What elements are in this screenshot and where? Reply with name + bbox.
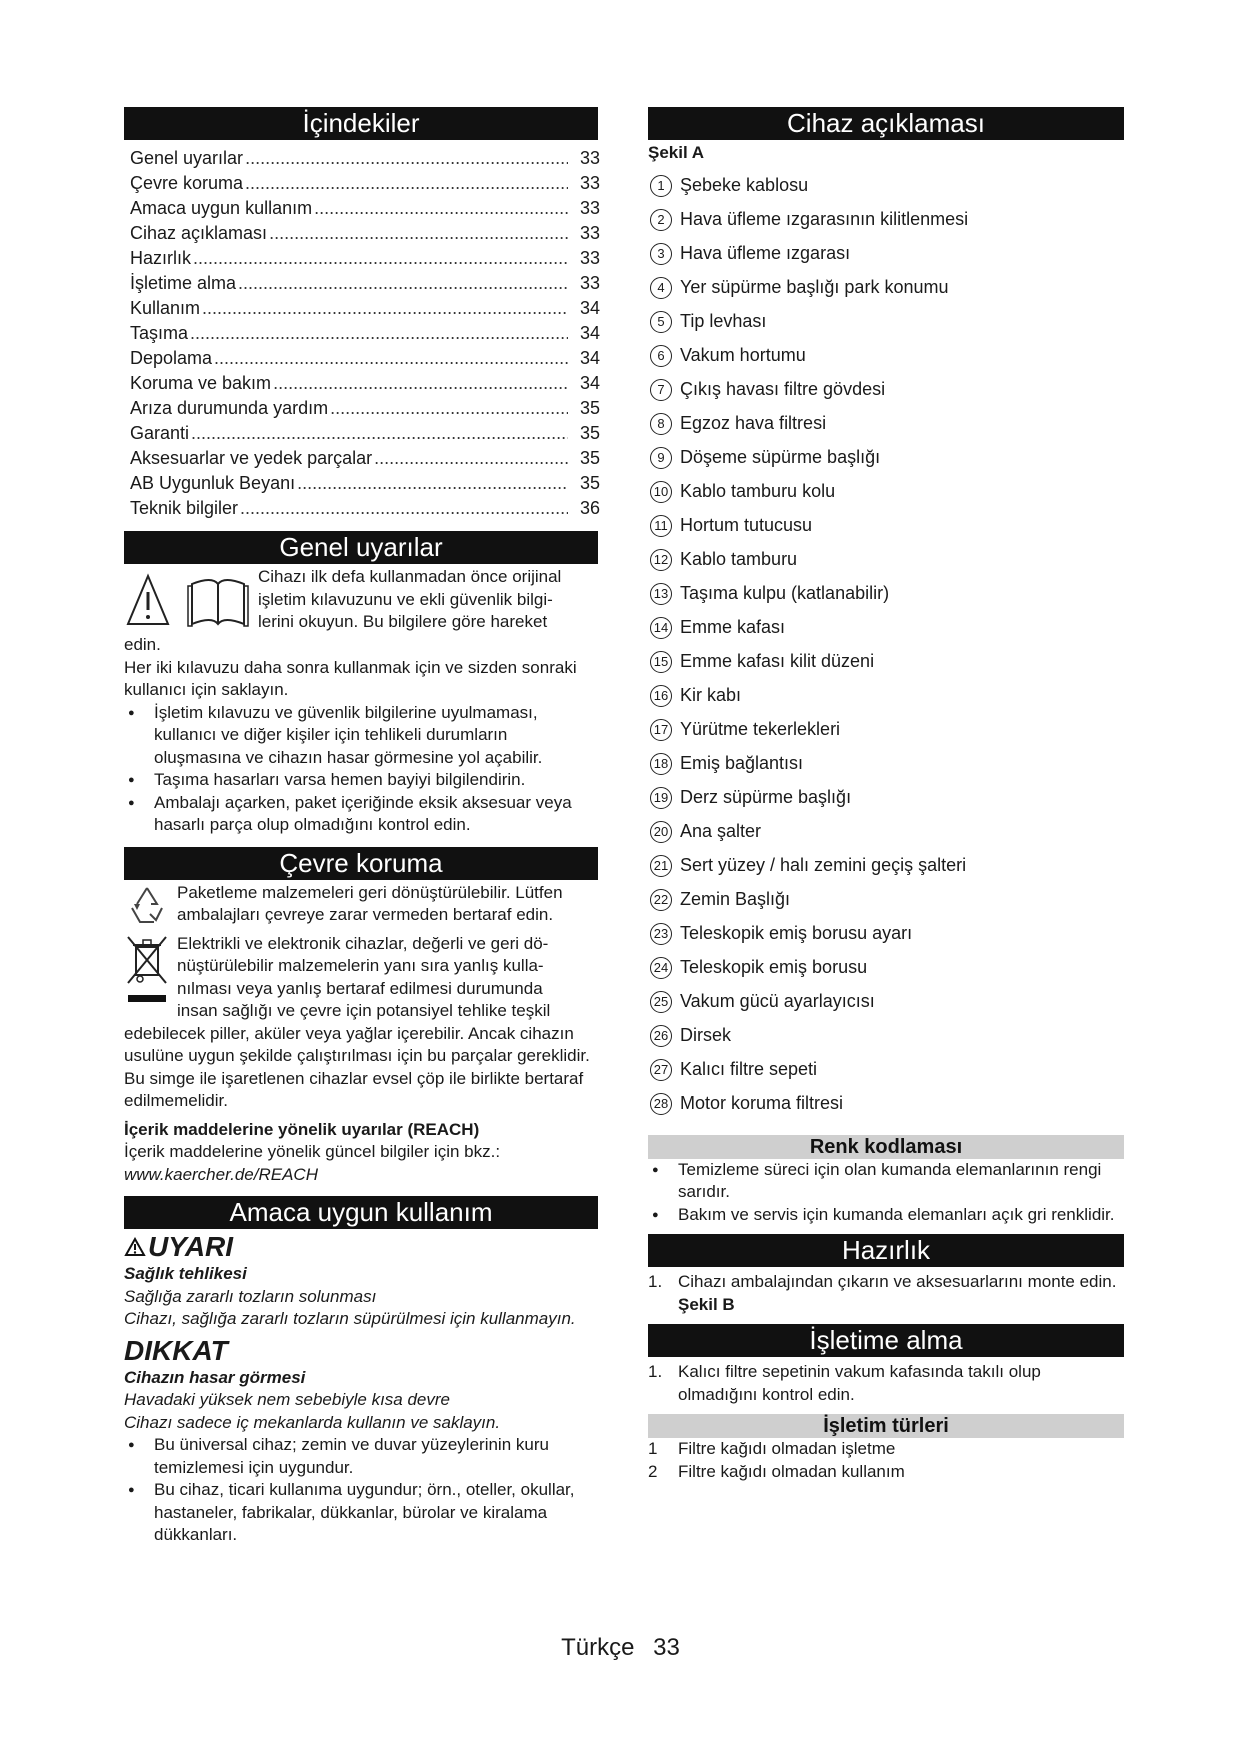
color-coding-title: Renk kodlaması bbox=[648, 1135, 1124, 1159]
toc-entry[interactable]: Hazırlık ..... 33 bbox=[130, 246, 600, 271]
list-item: ● İşletim kılavuzu ve güvenlik bilgilerine uyulmaması, kullanıcı ve diğer kişiler için tehlikeli durumların oluşmasına ve cihazın hasar görmesine yol açabilir. bbox=[124, 702, 598, 770]
item-number: 22 bbox=[650, 889, 672, 911]
item-number: 11 bbox=[650, 515, 672, 537]
toc-title: İçindekiler bbox=[124, 107, 598, 140]
warning-manual-icons bbox=[124, 566, 258, 634]
item-number: 5 bbox=[650, 311, 672, 333]
list-item: 27 Kalıcı filtre sepeti bbox=[648, 1053, 1124, 1087]
item-number: 13 bbox=[650, 583, 672, 605]
toc-entry[interactable]: İşletime alma ..... 33 bbox=[130, 271, 600, 296]
caution-subtitle: Cihazın hasar görmesi bbox=[124, 1367, 306, 1387]
environment-title: Çevre koruma bbox=[124, 847, 598, 880]
general-warnings-title: Genel uyarılar bbox=[124, 531, 598, 564]
toc-entry[interactable]: Arıza durumunda yardım ..... 35 bbox=[130, 396, 600, 421]
toc-entry[interactable]: AB Uygunluk Beyanı ..... 35 bbox=[130, 471, 600, 496]
warning-small-icon bbox=[124, 1237, 146, 1257]
list-item: 7 Çıkış havası filtre gövdesi bbox=[648, 373, 1124, 407]
list-item: 8 Egzoz hava filtresi bbox=[648, 407, 1124, 441]
item-number: 20 bbox=[650, 821, 672, 843]
item-number: 1 bbox=[650, 175, 672, 197]
warning-line: Sağlığa zararlı tozların solunması bbox=[124, 1286, 377, 1306]
toc-entry[interactable]: Genel uyarılar ..... 33 bbox=[130, 146, 600, 171]
list-item: 11 Hortum tutucusu bbox=[648, 509, 1124, 543]
item-number: 19 bbox=[650, 787, 672, 809]
list-item: 17 Yürütme tekerlekleri bbox=[648, 713, 1124, 747]
list-item: 16 Kir kabı bbox=[648, 679, 1124, 713]
right-column bbox=[648, 107, 1124, 1483]
item-number: 28 bbox=[650, 1093, 672, 1115]
item-number: 7 bbox=[650, 379, 672, 401]
list-item: 26 Dirsek bbox=[648, 1019, 1124, 1053]
warning-signal: UYARI bbox=[124, 1231, 598, 1263]
list-item: 14 Emme kafası bbox=[648, 611, 1124, 645]
toc-entry[interactable]: Teknik bilgiler ..... 36 bbox=[130, 496, 600, 521]
list-item: 25 Vakum gücü ayarlayıcısı bbox=[648, 985, 1124, 1019]
item-number: 27 bbox=[650, 1059, 672, 1081]
list-item: 12 Kablo tamburu bbox=[648, 543, 1124, 577]
list-item: 10 Kablo tamburu kolu bbox=[648, 475, 1124, 509]
item-number: 8 bbox=[650, 413, 672, 435]
page-number: 33 bbox=[653, 1634, 680, 1661]
toc-entry[interactable]: Taşıma ..... 34 bbox=[130, 321, 600, 346]
figure-label: Şekil B bbox=[678, 1294, 735, 1314]
toc-entry[interactable]: Garanti ..... 35 bbox=[130, 421, 600, 446]
warning-triangle-icon bbox=[124, 566, 258, 634]
list-item: 28 Motor koruma filtresi bbox=[648, 1087, 1124, 1121]
list-item: 1 Şebeke kablosu bbox=[648, 169, 1124, 203]
weee-text: Elektrikli ve elektronik cihazlar, değerli ve geri dö- nüştürülebilir malzemelerin yanı sıra yanlış kulla- nılması veya yanlış bertaraf edilmesi durumunda insan sağlığı ve çevre için potansiyel tehlike teşkil bbox=[177, 933, 551, 1020]
list-item: ● Ambalajı açarken, paket içeriğinde eksik aksesuar veya hasarlı parça olup olmadığını kontrol edin. bbox=[124, 792, 598, 837]
recycle-icon bbox=[124, 882, 177, 933]
color-coding-bullets bbox=[648, 1159, 1124, 1227]
caution-line: Havadaki yüksek nem sebebiyle kısa devre bbox=[124, 1390, 450, 1409]
weee-block bbox=[124, 933, 598, 1023]
list-item: 22 Zemin Başlığı bbox=[648, 883, 1124, 917]
list-item: 2 Filtre kağıdı olmadan kullanım bbox=[648, 1461, 905, 1481]
list-item: 24 Teleskopik emiş borusu bbox=[648, 951, 1124, 985]
toc-entry[interactable]: Aksesuarlar ve yedek parçalar ..... 35 bbox=[130, 446, 600, 471]
toc-entry[interactable]: Koruma ve bakım ..... 34 bbox=[130, 371, 600, 396]
weee-text-continued: edebilecek piller, aküler veya yağlar içerebilir. Ancak cihazın usulüne uygun şekilde çalıştırılması için bu parçalar gereklidir. Bu simge ile işaretlenen cihazlar evsel çöp ile birlikte bertaraf edilmemelidir. bbox=[124, 1023, 590, 1110]
list-item: 23 Teleskopik emiş borusu ayarı bbox=[648, 917, 1124, 951]
general-paragraph: Her iki kılavuzu daha sonra kullanmak için ve sizden sonraki kullanıcı için saklayın. bbox=[124, 657, 577, 699]
caution-signal: DIKKAT bbox=[124, 1334, 228, 1366]
list-item: 18 Emiş bağlantısı bbox=[648, 747, 1124, 781]
item-number: 9 bbox=[650, 447, 672, 469]
operating-modes-title: İşletim türleri bbox=[648, 1414, 1124, 1438]
item-number: 17 bbox=[650, 719, 672, 741]
device-description-title: Cihaz açıklaması bbox=[648, 107, 1124, 140]
list-item: 6 Vakum hortumu bbox=[648, 339, 1124, 373]
reach-title: İçerik maddelerine yönelik uyarılar (REACH) bbox=[124, 1119, 480, 1139]
recycle-text: Paketleme malzemeleri geri dönüştürülebilir. Lütfen ambalajları çevreye zarar vermeden bertaraf edin. bbox=[177, 882, 563, 924]
page-footer bbox=[0, 1634, 1241, 1662]
warning-line: Cihazı, sağlığa zararlı tozların süpürülmesi için kullanmayın. bbox=[124, 1309, 576, 1328]
recycle-block bbox=[124, 882, 598, 933]
list-item: 13 Taşıma kulpu (katlanabilir) bbox=[648, 577, 1124, 611]
toc-entry[interactable]: Amaca uygun kullanım ..... 33 bbox=[130, 196, 600, 221]
general-intro-end: edin. bbox=[124, 635, 161, 654]
item-number: 23 bbox=[650, 923, 672, 945]
toc-entry[interactable]: Kullanım ..... 34 bbox=[130, 296, 600, 321]
item-number: 15 bbox=[650, 651, 672, 673]
list-item: ● Bakım ve servis için kumanda elemanları açık gri renklidir. bbox=[648, 1204, 1124, 1227]
item-number: 6 bbox=[650, 345, 672, 367]
intended-use-title: Amaca uygun kullanım bbox=[124, 1196, 598, 1229]
item-number: 26 bbox=[650, 1025, 672, 1047]
caution-line: Cihazı sadece iç mekanlarda kullanın ve saklayın. bbox=[124, 1412, 501, 1432]
item-number: 2 bbox=[650, 209, 672, 231]
toc-entry[interactable]: Cihaz açıklaması ..... 33 bbox=[130, 221, 600, 246]
list-item: 1. Kalıcı filtre sepetinin vakum kafasında takılı olup olmadığını kontrol edin. bbox=[648, 1362, 1041, 1404]
list-item: 5 Tip levhası bbox=[648, 305, 1124, 339]
item-number: 18 bbox=[650, 753, 672, 775]
item-number: 24 bbox=[650, 957, 672, 979]
list-item: 3 Hava üfleme ızgarası bbox=[648, 237, 1124, 271]
list-item: 21 Sert yüzey / halı zemini geçiş şalteri bbox=[648, 849, 1124, 883]
list-item: 2 Hava üfleme ızgarasının kilitlenmesi bbox=[648, 203, 1124, 237]
toc-entry[interactable]: Çevre koruma ..... 33 bbox=[130, 171, 600, 196]
general-intro-text: Cihazı ilk defa kullanmadan önce orijinal işletim kılavuzunu ve ekli güvenlik bilgi- lerini okuyun. Bu bilgilere göre hareket bbox=[258, 567, 562, 631]
figure-label: Şekil A bbox=[648, 143, 705, 162]
list-item: 1 Filtre kağıdı olmadan işletme bbox=[648, 1439, 896, 1458]
intended-use-bullets bbox=[124, 1434, 598, 1547]
list-item: 1. Cihazı ambalajından çıkarın ve aksesuarlarını monte edin. bbox=[648, 1272, 1117, 1291]
start-up-title: İşletime alma bbox=[648, 1324, 1124, 1357]
list-item: ● Temizleme süreci için olan kumanda elemanlarının rengi sarıdır. bbox=[648, 1159, 1124, 1204]
list-item: 4 Yer süpürme başlığı park konumu bbox=[648, 271, 1124, 305]
reach-text: İçerik maddelerine yönelik güncel bilgiler için bkz.: bbox=[124, 1142, 501, 1161]
device-parts-list bbox=[648, 169, 1124, 1121]
list-item: ● Taşıma hasarları varsa hemen bayiyi bilgilendirin. bbox=[124, 769, 598, 792]
item-number: 4 bbox=[650, 277, 672, 299]
item-number: 10 bbox=[650, 481, 672, 503]
general-intro bbox=[124, 566, 598, 634]
toc-entry[interactable]: Depolama ..... 34 bbox=[130, 346, 600, 371]
list-item: 20 Ana şalter bbox=[648, 815, 1124, 849]
general-bullets bbox=[124, 702, 598, 837]
item-number: 14 bbox=[650, 617, 672, 639]
table-of-contents bbox=[130, 146, 600, 521]
item-number: 3 bbox=[650, 243, 672, 265]
item-number: 25 bbox=[650, 991, 672, 1013]
item-number: 21 bbox=[650, 855, 672, 877]
footer-language: Türkçe bbox=[561, 1634, 635, 1661]
crossed-bin-icon bbox=[124, 933, 177, 1023]
list-item: 9 Döşeme süpürme başlığı bbox=[648, 441, 1124, 475]
operating-modes-list bbox=[648, 1438, 1124, 1483]
reach-link[interactable]: www.kaercher.de/REACH bbox=[124, 1164, 318, 1184]
item-number: 12 bbox=[650, 549, 672, 571]
list-item: 19 Derz süpürme başlığı bbox=[648, 781, 1124, 815]
list-item: ● Bu cihaz, ticari kullanıma uygundur; örn., oteller, okullar, hastaneler, fabrikalar, dükkanlar, bürolar ve kiralama dükkanları. bbox=[124, 1479, 598, 1547]
start-up-steps bbox=[648, 1361, 1124, 1406]
preparation-steps bbox=[648, 1271, 1124, 1294]
item-number: 16 bbox=[650, 685, 672, 707]
list-item: 15 Emme kafası kilit düzeni bbox=[648, 645, 1124, 679]
preparation-title: Hazırlık bbox=[648, 1234, 1124, 1267]
list-item: ● Bu üniversal cihaz; zemin ve duvar yüzeylerinin kuru temizlemesi için uygundur. bbox=[124, 1434, 598, 1479]
left-column bbox=[124, 107, 598, 1547]
manual-book-icon bbox=[188, 580, 248, 626]
warning-subtitle: Sağlık tehlikesi bbox=[124, 1264, 247, 1283]
